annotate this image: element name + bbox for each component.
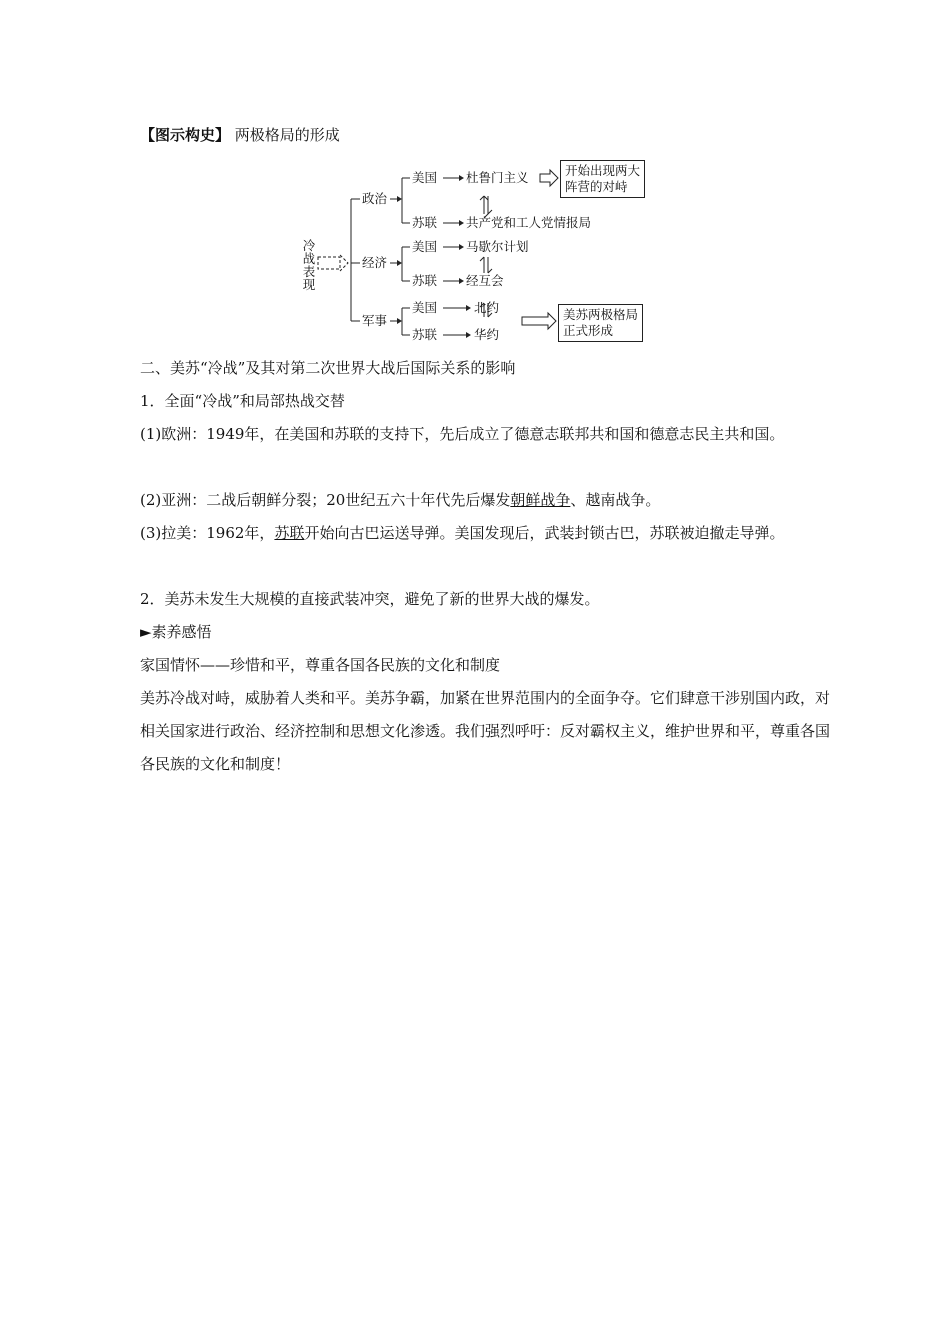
politics-result-line1: 开始出现两大 [565,163,641,178]
section2-europe: (1)欧洲：1949年，在美国和苏联的支持下，先后成立了德意志联邦共和国和德意志民主共和国。 [140,425,785,443]
literacy-subtitle: 家国情怀——珍惜和平，尊重各国各民族的文化和制度 [140,656,501,674]
latam-text-pre: (3)拉美：1962年， [140,524,275,542]
politics-us-label: 美国 [412,170,438,185]
latam-underlined: 苏联 [274,524,305,542]
literacy-body: 美苏冷战对峙，威胁着人类和平。美苏争霸，加紧在世界范围内的全面争夺。它们肆意干涉别国内政，对相关国家进行政治、经济控制和思想文化渗透。我们强烈呼吁：反对霸权主义，维护世界和平，尊重各国各民族的文化和制度！ [140,689,831,773]
category-economy: 经济 [362,255,388,270]
section-heading [140,124,340,145]
section2-title: 二、美苏“冷战”及其对第二次世界大战后国际关系的影响 [140,359,516,377]
military-result-line2: 正式形成 [563,323,614,338]
diagram-root-label: 冷战表现 [302,238,316,292]
section2-latam [140,517,840,550]
category-military: 军事 [362,313,388,328]
military-su-item: 华约 [474,327,500,342]
politics-su-item: 共产党和工人党情报局 [466,215,592,230]
category-politics: 政治 [362,191,388,206]
military-us-label: 美国 [412,300,438,315]
heading-tag: 【图示构史】 [140,126,231,144]
heading-title: 两极格局的形成 [234,126,340,144]
section2-item2: 2．美苏未发生大规模的直接武装冲突，避免了新的世界大战的爆发。 [140,590,600,608]
economy-us-label: 美国 [412,239,438,254]
asia-text-pre: (2)亚洲：二战后朝鲜分裂；20世纪五六十年代先后爆发 [140,491,511,509]
politics-su-label: 苏联 [412,215,438,230]
asia-underlined: 朝鲜战争 [510,491,571,509]
politics-us-item: 杜鲁门主义 [466,170,529,185]
military-su-label: 苏联 [412,327,438,342]
politics-result-box [560,160,645,198]
military-us-item: 北约 [474,300,500,315]
economy-su-label: 苏联 [412,273,438,288]
literacy-title: ►素养感悟 [140,623,212,641]
cold-war-diagram [296,155,658,345]
military-result-box [558,304,643,342]
economy-su-item: 经互会 [466,273,504,288]
military-result-line1: 美苏两极格局 [563,307,639,322]
economy-us-item: 马歇尔计划 [466,239,529,254]
section2-asia [140,484,840,517]
section2-item1-title: 1．全面“冷战”和局部热战交替 [140,392,345,410]
latam-text-post: 开始向古巴运送导弹。美国发现后，武装封锁古巴，苏联被迫撤走导弹。 [304,524,785,542]
asia-text-post: 、越南战争。 [570,491,661,509]
politics-result-line2: 阵营的对峙 [565,179,628,194]
